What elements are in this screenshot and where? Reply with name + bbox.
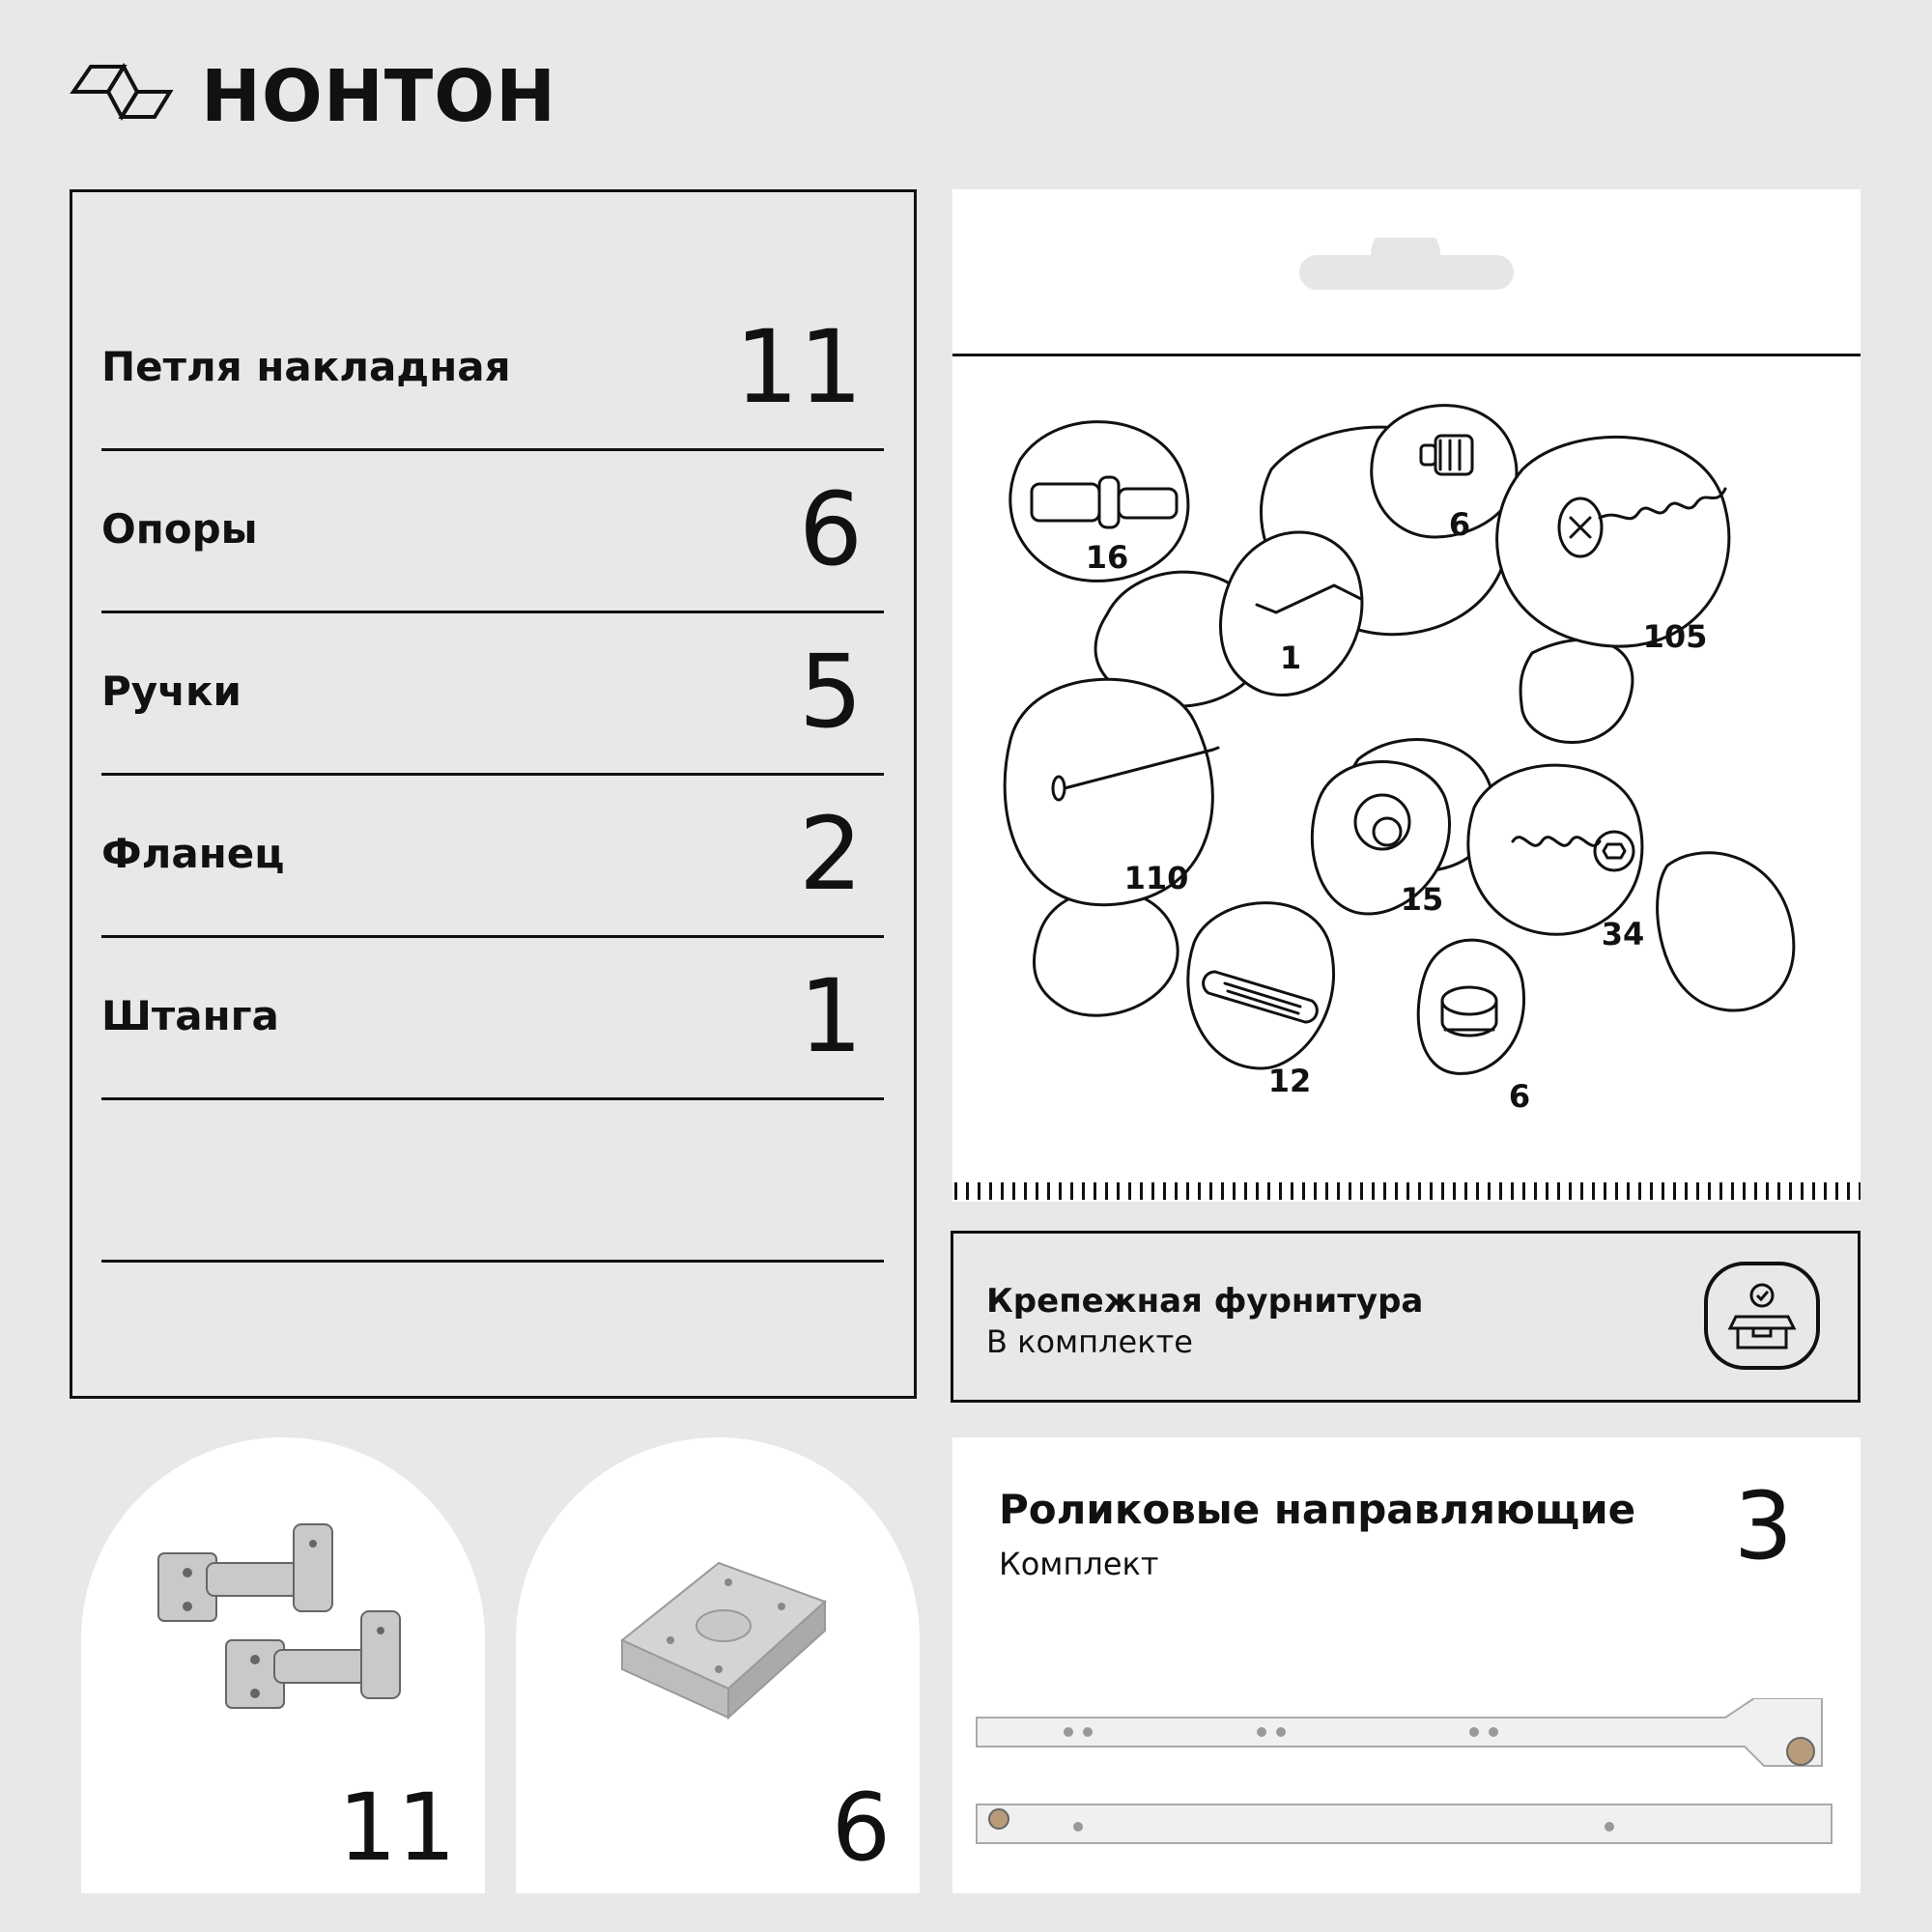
perforation-tick [1592, 1182, 1595, 1200]
perforation-tick [1082, 1182, 1085, 1200]
item-count-label: 34 [1601, 916, 1645, 952]
contents-list-panel [70, 189, 917, 1399]
list-item [101, 613, 884, 776]
perforation-tick [1349, 1182, 1351, 1200]
supports-quantity: 6 [831, 1774, 891, 1882]
perforation-tick [1302, 1182, 1305, 1200]
perforation-tick [1766, 1182, 1769, 1200]
perforation-tick [1708, 1182, 1711, 1200]
perforation-tick [1117, 1182, 1120, 1200]
cam-lock-bubble [1418, 940, 1523, 1073]
perforation-tick [1789, 1182, 1792, 1200]
perforation-tick [1418, 1182, 1421, 1200]
perforation-tick [1256, 1182, 1259, 1200]
perforation-tick [1036, 1182, 1038, 1200]
perforation-tick [1534, 1182, 1537, 1200]
perforation-tick [1812, 1182, 1815, 1200]
perforation-tick [1059, 1182, 1062, 1200]
support-block-icon [612, 1553, 835, 1727]
perforation-tick [1105, 1182, 1108, 1200]
hardware-bag-panel [952, 189, 1861, 1202]
perforation-tick [1012, 1182, 1015, 1200]
perforation-tick [989, 1182, 992, 1200]
rails-tile [952, 1437, 1861, 1893]
perforation-tick [1557, 1182, 1560, 1200]
list-item [101, 938, 884, 1100]
perforation-tick [1522, 1182, 1525, 1200]
perforation-tick [1673, 1182, 1676, 1200]
item-count-label: 16 [1085, 539, 1129, 576]
item-count-label: 6 [1508, 1078, 1531, 1115]
supports-tile [516, 1437, 920, 1893]
perforation-tick [1696, 1182, 1699, 1200]
perforation-tick [1754, 1182, 1757, 1200]
perforation-tick [1824, 1182, 1827, 1200]
perforation-tick [1209, 1182, 1212, 1200]
perforation-strip [952, 1182, 1861, 1200]
item-label: Ручки [101, 668, 242, 715]
item-label: Штанга [101, 992, 279, 1039]
perforation-tick [1835, 1182, 1838, 1200]
perforation-tick [1511, 1182, 1514, 1200]
cam-dowel-bubble [1372, 406, 1517, 537]
item-count-label: 15 [1400, 881, 1444, 918]
perforation-tick [1801, 1182, 1804, 1200]
perforation-tick [1024, 1182, 1027, 1200]
perforation-tick [1719, 1182, 1722, 1200]
perforation-tick [1186, 1182, 1189, 1200]
perforation-tick [1569, 1182, 1572, 1200]
list-item [101, 289, 884, 451]
perforation-tick [1151, 1182, 1154, 1200]
item-quantity: 5 [798, 633, 863, 751]
perforation-tick [1638, 1182, 1641, 1200]
perforation-tick [1453, 1182, 1456, 1200]
perforation-tick [1731, 1182, 1734, 1200]
fittings-subtitle: В комплекте [986, 1323, 1193, 1360]
perforation-tick [1291, 1182, 1293, 1200]
rails-subtitle: Комплект [999, 1546, 1159, 1582]
item-count-label: 105 [1642, 618, 1708, 655]
item-quantity: 2 [798, 795, 863, 913]
perforation-tick [1383, 1182, 1386, 1200]
perforation-tick [1777, 1182, 1780, 1200]
perforation-tick [1314, 1182, 1317, 1200]
perforation-tick [1175, 1182, 1178, 1200]
hardware-illustration [952, 392, 1861, 1146]
perforation-tick [1128, 1182, 1131, 1200]
wood-screw-bubble [1497, 437, 1729, 646]
perforation-tick [1140, 1182, 1143, 1200]
rails-quantity: 3 [1733, 1472, 1793, 1580]
perforation-tick [1001, 1182, 1004, 1200]
item-count-label: 110 [1123, 860, 1189, 896]
perforation-tick [1070, 1182, 1073, 1200]
perforation-tick [1847, 1182, 1850, 1200]
perforation-tick [966, 1182, 969, 1200]
rails-title: Роликовые направляющие [999, 1486, 1636, 1533]
perforation-tick [1244, 1182, 1247, 1200]
perforation-tick [1441, 1182, 1444, 1200]
perforation-tick [1546, 1182, 1548, 1200]
brand-name: НОНТОН [201, 55, 557, 138]
hinges-quantity: 11 [337, 1774, 456, 1882]
fittings-info-bar [951, 1231, 1861, 1403]
perforation-tick [1047, 1182, 1050, 1200]
list-item-empty [101, 1100, 884, 1263]
perforation-tick [1198, 1182, 1201, 1200]
perforation-tick [1604, 1182, 1606, 1200]
item-quantity: 1 [798, 957, 863, 1075]
box-check-icon [1703, 1261, 1821, 1371]
list-item-empty [101, 1263, 884, 1425]
perforation-tick [1395, 1182, 1398, 1200]
list-item [101, 451, 884, 613]
perforation-tick [1430, 1182, 1433, 1200]
perforation-tick [1859, 1182, 1861, 1200]
perforation-tick [1094, 1182, 1096, 1200]
item-label: Петля накладная [101, 343, 511, 390]
perforation-tick [1743, 1182, 1746, 1200]
blob [1658, 853, 1794, 1010]
confirmat-screw-bubble [1468, 765, 1642, 934]
perforation-tick [1279, 1182, 1282, 1200]
perforation-tick [954, 1182, 957, 1200]
item-quantity: 11 [734, 308, 863, 426]
list-item [101, 776, 884, 938]
drawer-rails-icon [972, 1698, 1841, 1872]
perforation-tick [1406, 1182, 1409, 1200]
perforation-tick [1267, 1182, 1270, 1200]
perforation-tick [1337, 1182, 1340, 1200]
perforation-tick [978, 1182, 980, 1200]
perforation-tick [1580, 1182, 1583, 1200]
hinge-icon [149, 1515, 439, 1747]
brand-header [70, 48, 556, 145]
perforation-tick [1476, 1182, 1479, 1200]
perforation-tick [1662, 1182, 1664, 1200]
perforation-tick [1627, 1182, 1630, 1200]
bag-seam [952, 354, 1861, 356]
item-label: Опоры [101, 505, 258, 553]
bag-hanger-icon [1299, 238, 1514, 305]
item-count-label: 1 [1279, 639, 1302, 676]
perforation-tick [1650, 1182, 1653, 1200]
item-count-label: 12 [1267, 1063, 1312, 1099]
perforation-tick [1221, 1182, 1224, 1200]
fittings-title: Крепежная фурнитура [986, 1282, 1424, 1321]
perforation-tick [1360, 1182, 1363, 1200]
perforation-tick [1615, 1182, 1618, 1200]
perforation-tick [1325, 1182, 1328, 1200]
perforation-tick [1233, 1182, 1236, 1200]
brand-logo-icon [70, 53, 176, 140]
item-quantity: 6 [798, 470, 863, 588]
item-count-label: 6 [1448, 506, 1471, 543]
perforation-tick [1685, 1182, 1688, 1200]
perforation-tick [1464, 1182, 1467, 1200]
perforation-tick [1488, 1182, 1491, 1200]
hinges-tile [81, 1437, 485, 1893]
perforation-tick [1499, 1182, 1502, 1200]
blob [1034, 890, 1178, 1015]
item-label: Фланец [101, 830, 285, 877]
perforation-tick [1372, 1182, 1375, 1200]
blob [1520, 639, 1633, 742]
perforation-tick [1163, 1182, 1166, 1200]
